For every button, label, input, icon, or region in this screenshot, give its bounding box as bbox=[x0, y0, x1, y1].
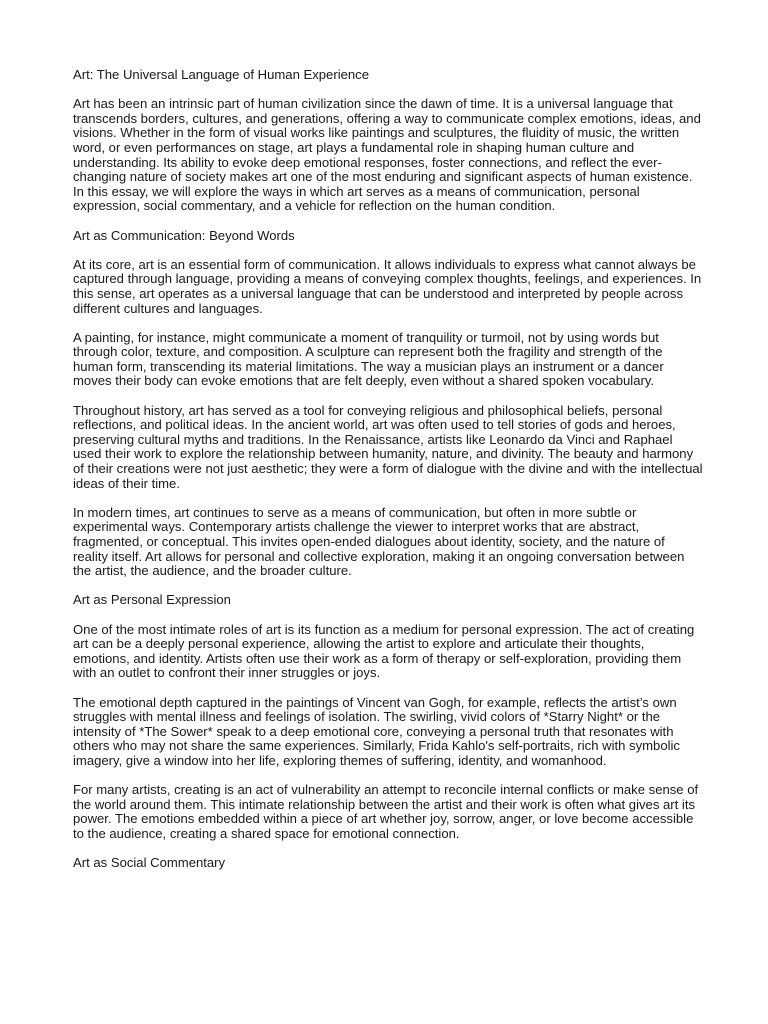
paragraph: The emotional depth captured in the paintings of Vincent van Gogh, for example, reflects the artist’s own struggles with mental illness and feelings of isolation. The swirling, vivid colors of *Starry Night* or the intensity of *The Sower* speak to a deep emotional core, conveying a personal truth that resonates with others who may not share the same experiences. Similarly, Frida Kahlo's self-portraits, rich with symbolic imagery, give a window into her life, exploring themes of suffering, identity, and womanhood. bbox=[73, 694, 680, 768]
paragraph: In modern times, art continues to serve as a means of communication, but often in more subtle or experimental ways. Contemporary artists challenge the viewer to interpret works that are abstract, fragmented, or conceptual. This invites open-ended dialogues about identity, society, and the nature of reality itself. Art allows for personal and collective exploration, making it an ongoing conversation between the artist, the audience, and the broader culture. bbox=[73, 504, 685, 579]
section-heading-social-commentary: Art as Social Commentary bbox=[73, 855, 226, 871]
intro-paragraph: Art has been an intrinsic part of human civilization since the dawn of time. It is a universal language that transcends borders, cultures, and generations, offering a way to communicate complex emotions, ideas, and visions. Whether in the form of visual works like paintings and sculptures, the fluidity of music, the written word, or even performances on stage, art plays a fundamental role in shaping human culture and understanding. Its ability to evoke deep emotional responses, foster connections, and reflect the ever-changing nature of society makes art one of the most enduring and significant aspects of human existence. In this essay, we will explore the ways in which art serves as a means of communication, personal expression, social commentary, and a vehicle for reflection on the human condition. bbox=[73, 96, 701, 214]
document-title: Art: The Universal Language of Human Experience bbox=[73, 67, 369, 82]
paragraph: One of the most intimate roles of art is its function as a medium for personal expression. The act of creating art can be a deeply personal experience, allowing the artist to explore and articulate their thoughts, emotions, and identity. Artists often use their work as a form of therapy or self-exploration, providing them with an outlet to confront their inner struggles or joys. bbox=[73, 621, 695, 681]
paragraph: At its core, art is an essential form of communication. It allows individuals to express what cannot always be captured through language, providing a means of conveying complex thoughts, feelings, and experiences. In this sense, art operates as a universal language that can be understood and interpreted by people across different cultures and languages. bbox=[73, 256, 702, 316]
section-heading-personal-expression: Art as Personal Expression bbox=[73, 592, 231, 608]
paragraph: For many artists, creating is an act of vulnerability an attempt to reconcile internal conflicts or make sense of the world around them. This intimate relationship between the artist and their work is often what gives art its power. The emotions embedded within a piece of art whether joy, sorrow, anger, or love become accessible to the audience, creating a shared space for emotional connection. bbox=[73, 782, 699, 841]
document-page bbox=[73, 68, 703, 885]
paragraph: Throughout history, art has served as a tool for conveying religious and philosophical beliefs, personal reflections, and political ideas. In the ancient world, art was often used to tell stories of gods and heroes, preserving cultural myths and traditions. In the Renaissance, artists like Leonardo da Vinci and Raphael used their work to explore the relationship between humanity, nature, and divinity. The beauty and harmony of their creations were not just aesthetic; they were a form of dialogue with the divine and with the intellectual ideas of their time. bbox=[73, 402, 703, 491]
paragraph: A painting, for instance, might communicate a moment of tranquility or turmoil, not by using words but through color, texture, and composition. A sculpture can represent both the fragility and strength of the human form, transcending its material limitations. The way a musician plays an instrument or a dancer moves their body can evoke emotions that are felt deeply, even without a shared spoken vocabulary. bbox=[73, 329, 664, 389]
section-heading-communication: Art as Communication: Beyond Words bbox=[73, 227, 295, 243]
